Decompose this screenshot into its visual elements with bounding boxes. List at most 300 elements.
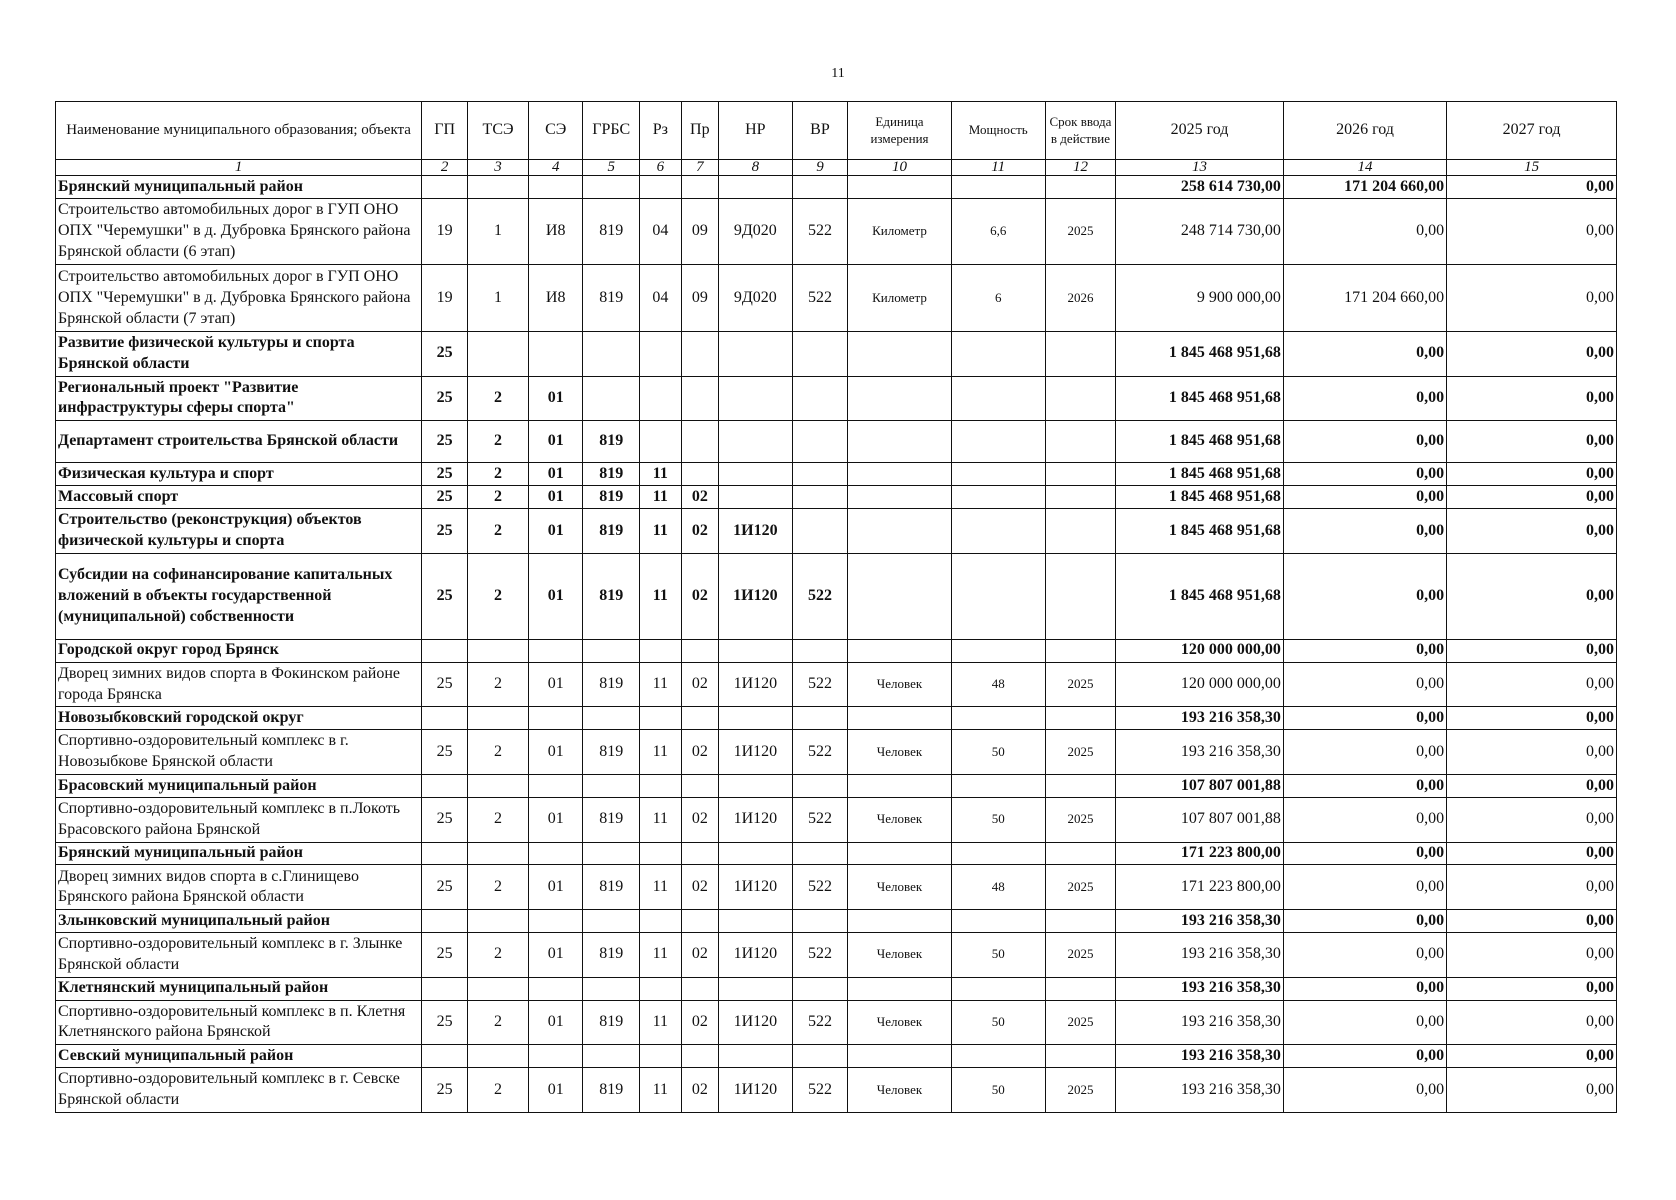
- gp-code: [422, 775, 468, 798]
- vr-code: [792, 331, 848, 376]
- nr-code: 1И120: [719, 933, 793, 978]
- column-number: 7: [681, 160, 718, 176]
- grbs-code: 819: [583, 553, 640, 639]
- gp-code: 25: [422, 553, 468, 639]
- capacity: 6,6: [951, 198, 1045, 265]
- gp-code: 25: [422, 933, 468, 978]
- vr-code: 522: [792, 662, 848, 707]
- capacity: [951, 842, 1045, 865]
- vr-code: [792, 707, 848, 730]
- col-header-2026: 2026 год: [1283, 102, 1446, 160]
- object-row: [56, 198, 1617, 265]
- vr-code: 522: [792, 797, 848, 842]
- tse-code: 2: [468, 463, 529, 486]
- pr-code: [681, 910, 718, 933]
- amount-2027: 0,00: [1447, 331, 1617, 376]
- amount-2026: 0,00: [1283, 1068, 1446, 1113]
- object-row: [56, 1000, 1617, 1045]
- rz-code: [640, 977, 682, 1000]
- grbs-code: 819: [583, 486, 640, 509]
- capacity: 50: [951, 1068, 1045, 1113]
- amount-2025: 1 845 468 951,68: [1116, 421, 1284, 463]
- tse-code: 2: [468, 486, 529, 509]
- se-code: [528, 331, 582, 376]
- amount-2026: 0,00: [1283, 376, 1446, 421]
- amount-2025: 193 216 358,30: [1116, 1000, 1284, 1045]
- capacity: 50: [951, 797, 1045, 842]
- pr-code: [681, 331, 718, 376]
- gp-code: [422, 910, 468, 933]
- column-number: 13: [1116, 160, 1284, 176]
- vr-code: 522: [792, 933, 848, 978]
- gp-code: [422, 639, 468, 662]
- amount-2027: 0,00: [1447, 553, 1617, 639]
- pr-code: [681, 842, 718, 865]
- gp-code: 25: [422, 376, 468, 421]
- object-name: Строительство автомобильных дорог в ГУП ОНО ОПХ "Черемушки" в д. Дубровка Брянского района Брянской области (7 этап): [56, 265, 422, 332]
- unit: [848, 910, 952, 933]
- se-code: 01: [528, 865, 582, 910]
- se-code: 01: [528, 1000, 582, 1045]
- rz-code: 11: [640, 463, 682, 486]
- amount-2026: 0,00: [1283, 463, 1446, 486]
- vr-code: [792, 463, 848, 486]
- col-header-se: СЭ: [528, 102, 582, 160]
- vr-code: [792, 1045, 848, 1068]
- amount-2026: 0,00: [1283, 933, 1446, 978]
- amount-2025: 248 714 730,00: [1116, 198, 1284, 265]
- gp-code: 25: [422, 463, 468, 486]
- amount-2025: 1 845 468 951,68: [1116, 509, 1284, 554]
- tse-code: 2: [468, 376, 529, 421]
- rz-code: 11: [640, 730, 682, 775]
- grbs-code: 819: [583, 730, 640, 775]
- amount-2027: 0,00: [1447, 730, 1617, 775]
- grbs-code: [583, 775, 640, 798]
- gp-code: 19: [422, 265, 468, 332]
- grbs-code: [583, 331, 640, 376]
- amount-2026: 0,00: [1283, 1045, 1446, 1068]
- object-name: Дворец зимних видов спорта в с.Глинищево Брянского района Брянской области: [56, 865, 422, 910]
- unit: Километр: [848, 265, 952, 332]
- object-name: Новозыбковский городской округ: [56, 707, 422, 730]
- col-header-vr: ВР: [792, 102, 848, 160]
- se-code: [528, 977, 582, 1000]
- amount-2025: 107 807 001,88: [1116, 775, 1284, 798]
- object-name: Брасовский муниципальный район: [56, 775, 422, 798]
- vr-code: [792, 842, 848, 865]
- object-name: Севский муниципальный район: [56, 1045, 422, 1068]
- grbs-code: 819: [583, 865, 640, 910]
- object-name: Злынковский муниципальный район: [56, 910, 422, 933]
- commission-year: [1045, 509, 1115, 554]
- se-code: 01: [528, 662, 582, 707]
- tse-code: [468, 639, 529, 662]
- amount-2025: 193 216 358,30: [1116, 707, 1284, 730]
- object-row: [56, 265, 1617, 332]
- capacity: [951, 977, 1045, 1000]
- tse-code: [468, 910, 529, 933]
- object-row: [56, 933, 1617, 978]
- object-name: Спортивно-оздоровительный комплекс в п. Клетня Клетнянского района Брянской: [56, 1000, 422, 1045]
- gp-code: [422, 977, 468, 1000]
- grbs-code: [583, 176, 640, 199]
- se-code: [528, 176, 582, 199]
- amount-2025: 1 845 468 951,68: [1116, 553, 1284, 639]
- amount-2026: 0,00: [1283, 509, 1446, 554]
- amount-2027: 0,00: [1447, 463, 1617, 486]
- commission-year: [1045, 842, 1115, 865]
- gp-code: 25: [422, 865, 468, 910]
- tse-code: 1: [468, 265, 529, 332]
- commission-year: 2025: [1045, 933, 1115, 978]
- unit: [848, 176, 952, 199]
- rz-code: 11: [640, 797, 682, 842]
- nr-code: 9Д020: [719, 198, 793, 265]
- pr-code: [681, 376, 718, 421]
- se-code: 01: [528, 463, 582, 486]
- vr-code: [792, 176, 848, 199]
- nr-code: 1И120: [719, 553, 793, 639]
- tse-code: [468, 1045, 529, 1068]
- grbs-code: [583, 376, 640, 421]
- amount-2025: 193 216 358,30: [1116, 1068, 1284, 1113]
- unit: [848, 842, 952, 865]
- pr-code: [681, 977, 718, 1000]
- grbs-code: [583, 910, 640, 933]
- unit: [848, 639, 952, 662]
- pr-code: [681, 775, 718, 798]
- commission-year: [1045, 775, 1115, 798]
- se-code: [528, 1045, 582, 1068]
- unit: Человек: [848, 662, 952, 707]
- object-name: Клетнянский муниципальный район: [56, 977, 422, 1000]
- amount-2025: 120 000 000,00: [1116, 639, 1284, 662]
- column-number: 2: [422, 160, 468, 176]
- pr-code: 09: [681, 198, 718, 265]
- vr-code: 522: [792, 553, 848, 639]
- col-header-rz: Рз: [640, 102, 682, 160]
- se-code: [528, 910, 582, 933]
- rz-code: 11: [640, 662, 682, 707]
- col-header-nr: НР: [719, 102, 793, 160]
- nr-code: [719, 421, 793, 463]
- object-name: Департамент строительства Брянской области: [56, 421, 422, 463]
- amount-2026: 0,00: [1283, 775, 1446, 798]
- commission-year: [1045, 421, 1115, 463]
- column-number: 14: [1283, 160, 1446, 176]
- rz-code: 11: [640, 553, 682, 639]
- object-name: Региональный проект "Развитие инфраструктуры сферы спорта": [56, 376, 422, 421]
- group-row: [56, 376, 1617, 421]
- column-number: 6: [640, 160, 682, 176]
- nr-code: 1И120: [719, 865, 793, 910]
- amount-2025: 9 900 000,00: [1116, 265, 1284, 332]
- unit: [848, 331, 952, 376]
- amount-2026: 0,00: [1283, 865, 1446, 910]
- commission-year: [1045, 977, 1115, 1000]
- group-row: [56, 910, 1617, 933]
- vr-code: [792, 376, 848, 421]
- vr-code: 522: [792, 865, 848, 910]
- object-name: Спортивно-оздоровительный комплекс в г. Севске Брянской области: [56, 1068, 422, 1113]
- capacity: [951, 376, 1045, 421]
- grbs-code: 819: [583, 933, 640, 978]
- object-row: [56, 662, 1617, 707]
- tse-code: 1: [468, 198, 529, 265]
- unit: Километр: [848, 198, 952, 265]
- column-number: 15: [1447, 160, 1617, 176]
- tse-code: 2: [468, 1068, 529, 1113]
- vr-code: [792, 910, 848, 933]
- tse-code: 2: [468, 1000, 529, 1045]
- commission-year: [1045, 910, 1115, 933]
- commission-year: [1045, 331, 1115, 376]
- group-row: [56, 553, 1617, 639]
- amount-2025: 193 216 358,30: [1116, 977, 1284, 1000]
- nr-code: [719, 775, 793, 798]
- object-name: Развитие физической культуры и спорта Брянской области: [56, 331, 422, 376]
- pr-code: 02: [681, 797, 718, 842]
- unit: [848, 486, 952, 509]
- grbs-code: 819: [583, 509, 640, 554]
- budget-table: [55, 101, 1617, 1113]
- tse-code: 2: [468, 509, 529, 554]
- capacity: 48: [951, 865, 1045, 910]
- amount-2025: 193 216 358,30: [1116, 910, 1284, 933]
- group-row: [56, 486, 1617, 509]
- column-number: 4: [528, 160, 582, 176]
- unit: [848, 1045, 952, 1068]
- amount-2027: 0,00: [1447, 865, 1617, 910]
- se-code: 01: [528, 421, 582, 463]
- unit: [848, 463, 952, 486]
- gp-code: 25: [422, 1000, 468, 1045]
- unit: [848, 775, 952, 798]
- amount-2025: 193 216 358,30: [1116, 1045, 1284, 1068]
- commission-year: [1045, 486, 1115, 509]
- se-code: И8: [528, 198, 582, 265]
- grbs-code: 819: [583, 662, 640, 707]
- pr-code: [681, 1045, 718, 1068]
- col-header-grbs: ГРБС: [583, 102, 640, 160]
- amount-2027: 0,00: [1447, 176, 1617, 199]
- amount-2026: 0,00: [1283, 910, 1446, 933]
- commission-year: [1045, 176, 1115, 199]
- amount-2027: 0,00: [1447, 421, 1617, 463]
- unit: Человек: [848, 730, 952, 775]
- pr-code: 02: [681, 865, 718, 910]
- commission-year: 2026: [1045, 265, 1115, 332]
- amount-2025: 107 807 001,88: [1116, 797, 1284, 842]
- capacity: [951, 775, 1045, 798]
- pr-code: 02: [681, 509, 718, 554]
- nr-code: 1И120: [719, 509, 793, 554]
- amount-2027: 0,00: [1447, 707, 1617, 730]
- vr-code: [792, 775, 848, 798]
- column-number: 3: [468, 160, 529, 176]
- col-header-capacity: Мощность: [951, 102, 1045, 160]
- tse-code: [468, 842, 529, 865]
- grbs-code: [583, 977, 640, 1000]
- nr-code: 1И120: [719, 730, 793, 775]
- commission-year: [1045, 376, 1115, 421]
- unit: Человек: [848, 1068, 952, 1113]
- amount-2026: 0,00: [1283, 1000, 1446, 1045]
- amount-2026: 0,00: [1283, 707, 1446, 730]
- vr-code: [792, 421, 848, 463]
- object-name: Брянский муниципальный район: [56, 842, 422, 865]
- rz-code: [640, 707, 682, 730]
- unit: Человек: [848, 1000, 952, 1045]
- rz-code: [640, 775, 682, 798]
- pr-code: 02: [681, 1000, 718, 1045]
- col-header-gp: ГП: [422, 102, 468, 160]
- gp-code: [422, 842, 468, 865]
- tse-code: [468, 977, 529, 1000]
- group-row: [56, 775, 1617, 798]
- amount-2027: 0,00: [1447, 775, 1617, 798]
- se-code: 01: [528, 797, 582, 842]
- se-code: 01: [528, 486, 582, 509]
- gp-code: 25: [422, 797, 468, 842]
- amount-2027: 0,00: [1447, 1045, 1617, 1068]
- capacity: [951, 639, 1045, 662]
- rz-code: 11: [640, 1068, 682, 1113]
- se-code: [528, 842, 582, 865]
- header-row: [56, 102, 1617, 160]
- col-header-name: Наименование муниципального образования; объекта: [56, 102, 422, 160]
- se-code: [528, 775, 582, 798]
- column-number: 11: [951, 160, 1045, 176]
- gp-code: [422, 1045, 468, 1068]
- gp-code: 25: [422, 331, 468, 376]
- amount-2027: 0,00: [1447, 1000, 1617, 1045]
- column-number-row: [56, 160, 1617, 176]
- group-row: [56, 639, 1617, 662]
- capacity: 50: [951, 933, 1045, 978]
- capacity: 48: [951, 662, 1045, 707]
- nr-code: [719, 842, 793, 865]
- amount-2027: 0,00: [1447, 376, 1617, 421]
- amount-2026: 0,00: [1283, 331, 1446, 376]
- pr-code: 02: [681, 662, 718, 707]
- pr-code: 02: [681, 933, 718, 978]
- unit: [848, 376, 952, 421]
- amount-2026: 0,00: [1283, 198, 1446, 265]
- commission-year: 2025: [1045, 730, 1115, 775]
- pr-code: 09: [681, 265, 718, 332]
- rz-code: 11: [640, 509, 682, 554]
- se-code: [528, 639, 582, 662]
- rz-code: [640, 842, 682, 865]
- object-name: Спортивно-оздоровительный комплекс в г. Новозыбкове Брянской области: [56, 730, 422, 775]
- grbs-code: [583, 707, 640, 730]
- gp-code: 25: [422, 1068, 468, 1113]
- object-name: Дворец зимних видов спорта в Фокинском районе города Брянска: [56, 662, 422, 707]
- group-row: [56, 1045, 1617, 1068]
- object-name: Субсидии на софинансирование капитальных вложений в объекты государственной (муниципальной) собственности: [56, 553, 422, 639]
- tse-code: 2: [468, 730, 529, 775]
- vr-code: [792, 509, 848, 554]
- object-name: Физическая культура и спорт: [56, 463, 422, 486]
- capacity: [951, 509, 1045, 554]
- capacity: 50: [951, 730, 1045, 775]
- nr-code: [719, 376, 793, 421]
- capacity: [951, 1045, 1045, 1068]
- commission-year: 2025: [1045, 198, 1115, 265]
- pr-code: [681, 421, 718, 463]
- unit: [848, 509, 952, 554]
- amount-2027: 0,00: [1447, 797, 1617, 842]
- pr-code: [681, 639, 718, 662]
- grbs-code: 819: [583, 1000, 640, 1045]
- grbs-code: 819: [583, 797, 640, 842]
- amount-2025: 1 845 468 951,68: [1116, 331, 1284, 376]
- tse-code: 2: [468, 421, 529, 463]
- unit: [848, 707, 952, 730]
- nr-code: [719, 1045, 793, 1068]
- se-code: 01: [528, 376, 582, 421]
- grbs-code: 819: [583, 463, 640, 486]
- commission-year: [1045, 1045, 1115, 1068]
- amount-2027: 0,00: [1447, 1068, 1617, 1113]
- capacity: [951, 463, 1045, 486]
- object-name: Городской округ город Брянск: [56, 639, 422, 662]
- se-code: 01: [528, 509, 582, 554]
- amount-2025: 1 845 468 951,68: [1116, 486, 1284, 509]
- grbs-code: 819: [583, 1068, 640, 1113]
- capacity: [951, 486, 1045, 509]
- column-number: 12: [1045, 160, 1115, 176]
- group-row: [56, 176, 1617, 199]
- group-row: [56, 463, 1617, 486]
- col-header-tse: ТСЭ: [468, 102, 529, 160]
- commission-year: [1045, 463, 1115, 486]
- page-number: 11: [831, 66, 845, 81]
- nr-code: 1И120: [719, 797, 793, 842]
- amount-2025: 258 614 730,00: [1116, 176, 1284, 199]
- unit: [848, 553, 952, 639]
- group-row: [56, 707, 1617, 730]
- se-code: И8: [528, 265, 582, 332]
- group-row: [56, 842, 1617, 865]
- tse-code: [468, 331, 529, 376]
- gp-code: 25: [422, 662, 468, 707]
- vr-code: 522: [792, 1000, 848, 1045]
- pr-code: [681, 463, 718, 486]
- grbs-code: [583, 842, 640, 865]
- nr-code: [719, 639, 793, 662]
- column-number: 10: [848, 160, 952, 176]
- group-row: [56, 331, 1617, 376]
- nr-code: [719, 486, 793, 509]
- nr-code: [719, 910, 793, 933]
- amount-2026: 171 204 660,00: [1283, 265, 1446, 332]
- object-name: Строительство (реконструкция) объектов физической культуры и спорта: [56, 509, 422, 554]
- amount-2025: 171 223 800,00: [1116, 842, 1284, 865]
- amount-2026: 0,00: [1283, 977, 1446, 1000]
- nr-code: 1И120: [719, 662, 793, 707]
- commission-year: 2025: [1045, 662, 1115, 707]
- capacity: [951, 176, 1045, 199]
- object-row: [56, 730, 1617, 775]
- amount-2027: 0,00: [1447, 639, 1617, 662]
- commission-year: [1045, 707, 1115, 730]
- amount-2027: 0,00: [1447, 662, 1617, 707]
- col-header-unit: Единица измерения: [848, 102, 952, 160]
- gp-code: [422, 707, 468, 730]
